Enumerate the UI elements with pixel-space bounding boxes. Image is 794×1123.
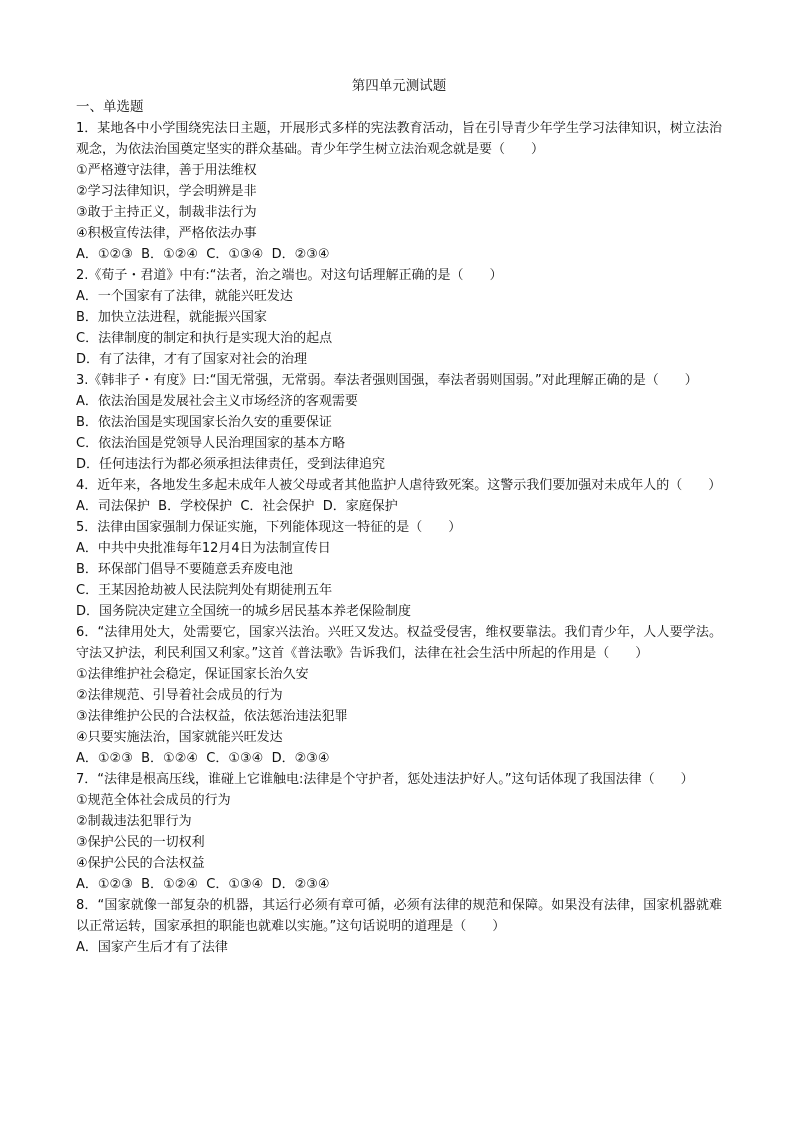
question-5-option-a[interactable]: A．中共中央批准每年12月4日为法制宣传日 <box>76 541 331 556</box>
question-6-option-c[interactable]: C．①③④ <box>206 751 264 766</box>
question-6-option-b[interactable]: B．①②④ <box>141 751 199 766</box>
question-6-option-d[interactable]: D．②③④ <box>271 751 330 766</box>
question-7-option-b[interactable]: B．①②④ <box>141 877 199 892</box>
document-title: 第四单元测试题 <box>351 78 447 94</box>
question-6-item-4: ④只要实施法治，国家就能兴旺发达 <box>76 730 283 745</box>
question-7-item-1: ①规范全体社会成员的行为 <box>76 793 231 808</box>
question-1-item-4: ④积极宣传法律，严格依法办事 <box>76 226 257 241</box>
question-8-option-a[interactable]: A．国家产生后才有了法律 <box>76 940 228 955</box>
question-4-option-d[interactable]: D．家庭保护 <box>322 499 398 514</box>
question-6-item-1: ①法律维护社会稳定，保证国家长治久安 <box>76 667 309 682</box>
question-2-option-a[interactable]: A．一个国家有了法律，就能兴旺发达 <box>76 289 293 304</box>
question-6-options <box>76 748 722 769</box>
question-7-stem: 7．“法律是根高压线，谁碰上它谁触电:法律是个守护者，惩处违法护好人。”这句话体现了我国法律（ ） <box>76 772 694 787</box>
question-7-item-2: ②制裁违法犯罪行为 <box>76 814 192 829</box>
exam-page <box>76 76 722 958</box>
question-3-stem: 3.《韩非子・有度》曰:“国无常强，无常弱。奉法者强则国强，奉法者弱则国弱。”对此理解正确的是（ ） <box>76 373 698 388</box>
question-8-stem: 8．“国家就像一部复杂的机器，其运行必须有章可循，必须有法律的规范和保障。如果没有法律，国家机器就难以正常运转，国家承担的职能也就难以实施。”这句话说明的道理是（ ） <box>76 898 722 934</box>
question-7-option-c[interactable]: C．①③④ <box>206 877 264 892</box>
question-5-option-d[interactable]: D．国务院决定建立全国统一的城乡居民基本养老保险制度 <box>76 604 412 619</box>
question-6-item-2: ②法律规范、引导着社会成员的行为 <box>76 688 283 703</box>
question-4-stem: 4．近年来，各地发生多起未成年人被父母或者其他监护人虐待致死案。这警示我们要加强对未成年人的（ ） <box>76 478 722 493</box>
question-2-option-b[interactable]: B．加快立法进程，就能振兴国家 <box>76 310 267 325</box>
question-5-option-b[interactable]: B．环保部门倡导不要随意丢弃废电池 <box>76 562 293 577</box>
question-2-option-d[interactable]: D．有了法律，才有了国家对社会的治理 <box>76 352 308 367</box>
question-2-option-c[interactable]: C．法律制度的制定和执行是实现大治的起点 <box>76 331 333 346</box>
question-4-option-b[interactable]: B．学校保护 <box>158 499 233 514</box>
question-7-option-a[interactable]: A．①②③ <box>76 877 133 892</box>
question-6-option-a[interactable]: A．①②③ <box>76 751 133 766</box>
question-5-stem: 5．法律由国家强制力保证实施，下列能体现这一特征的是（ ） <box>76 520 462 535</box>
question-3-option-d[interactable]: D．任何违法行为都必须承担法律责任，受到法律追究 <box>76 457 386 472</box>
question-3-option-b[interactable]: B．依法治国是实现国家长治久安的重要保证 <box>76 415 332 430</box>
question-3-option-a[interactable]: A．依法治国是发展社会主义市场经济的客观需要 <box>76 394 358 409</box>
question-1-item-1: ①严格遵守法律，善于用法维权 <box>76 163 257 178</box>
question-5-option-c[interactable]: C．王某因抢劫被人民法院判处有期徒刑五年 <box>76 583 333 598</box>
question-7-option-d[interactable]: D．②③④ <box>271 877 330 892</box>
question-6-item-3: ③法律维护公民的合法权益，依法惩治违法犯罪 <box>76 709 348 724</box>
question-4-option-c[interactable]: C．社会保护 <box>240 499 315 514</box>
question-1-option-b[interactable]: B．①②④ <box>141 247 199 262</box>
question-1-option-c[interactable]: C．①③④ <box>206 247 264 262</box>
question-2-stem: 2.《荀子・君道》中有:“法者，治之端也。对这句话理解正确的是（ ） <box>76 268 503 283</box>
question-1-item-3: ③敢于主持正义，制裁非法行为 <box>76 205 257 220</box>
question-7-item-4: ④保护公民的合法权益 <box>76 856 205 871</box>
question-1-options <box>76 244 722 265</box>
question-7-item-3: ③保护公民的一切权利 <box>76 835 205 850</box>
question-4-options <box>76 496 722 517</box>
question-1-option-a[interactable]: A．①②③ <box>76 247 133 262</box>
question-1-item-2: ②学习法律知识，学会明辨是非 <box>76 184 257 199</box>
question-1-option-d[interactable]: D．②③④ <box>271 247 330 262</box>
question-7-options <box>76 874 722 895</box>
question-6-stem: 6．“法律用处大，处需要它，国家兴法治。兴旺又发达。权益受侵害，维权要靠法。我们青少年，人人要学法。守法又护法，利民利国又利家。”这首《普法歌》告诉我们，法律在社会生活中所起的作用是（ ） <box>76 625 722 661</box>
question-4-option-a[interactable]: A．司法保护 <box>76 499 150 514</box>
question-1-stem: 1．某地各中小学围绕宪法日主题，开展形式多样的宪法教育活动，旨在引导青少年学生学习法律知识，树立法治观念，为依法治国奠定坚实的群众基础。青少年学生树立法治观念就是要（ ） <box>76 121 722 157</box>
question-3-option-c[interactable]: C．依法治国是党领导人民治理国家的基本方略 <box>76 436 346 451</box>
section-heading: 一、单选题 <box>76 99 144 115</box>
